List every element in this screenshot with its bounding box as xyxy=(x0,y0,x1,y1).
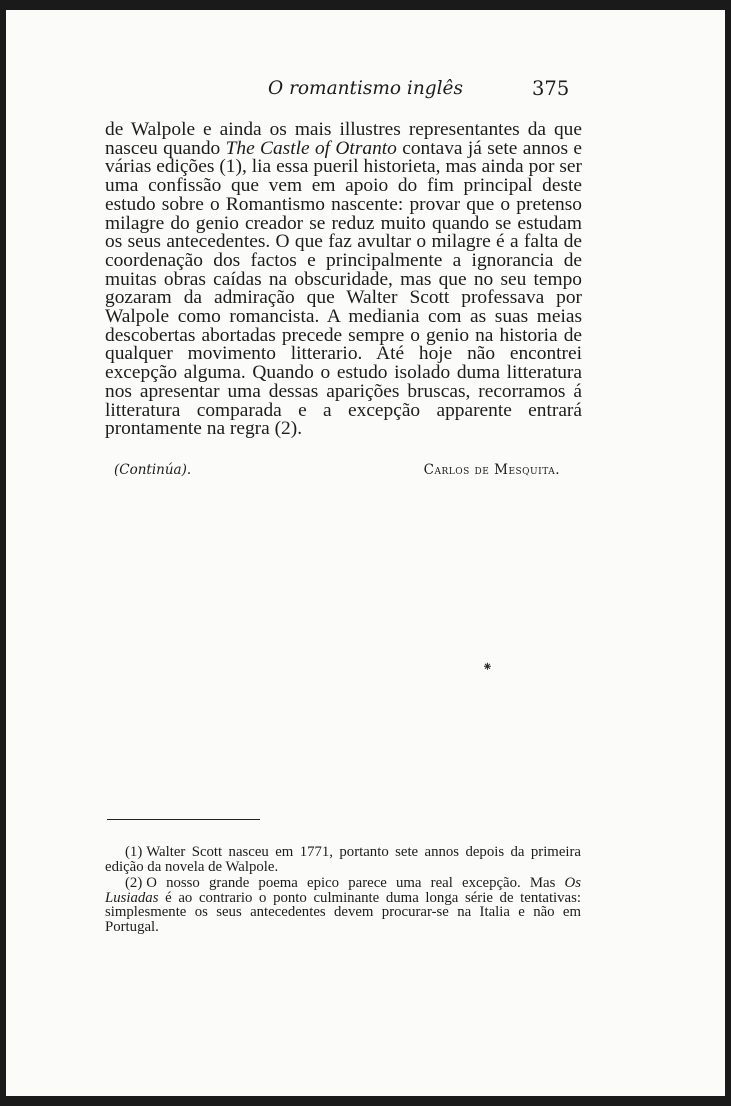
footnote-1 xyxy=(105,845,581,874)
footnote-divider xyxy=(107,819,260,820)
footnote-2-text-start: O nosso grande poema epico parece uma real excepção. Mas xyxy=(146,875,565,891)
book-page xyxy=(6,10,725,1096)
book-title-castle-of-otranto: The Castle of Otranto xyxy=(225,137,397,159)
body-paragraph xyxy=(105,121,582,439)
book-title-os-lusiadas: Os Lusiadas xyxy=(105,875,581,906)
footnote-2-text-rest: é ao contrario o ponto culminante duma longa série de tentativas: simplesmente os seus antecedentes devem procurar-se na Italia e não em Portugal. xyxy=(105,889,581,935)
footnote-1-text: Walter Scott nasceu em 1771, portanto sete annos depois da primeira edição da novela de Walpole. xyxy=(105,844,581,875)
author-name: Carlos de Mesquita. xyxy=(423,462,560,478)
continua-note: (Continúa). xyxy=(114,462,192,478)
footnote-1-mark: (1) xyxy=(125,844,143,860)
footnote-2-mark: (2) xyxy=(125,875,143,891)
page-number: 375 xyxy=(532,77,570,100)
body-text-start: de Walpole e ainda os mais illustres representantes da que nasceu quando xyxy=(105,119,582,159)
ink-speck-icon: ⁕ xyxy=(482,660,493,675)
footnotes xyxy=(105,845,581,936)
paragraph-text xyxy=(105,121,582,439)
body-text-rest: contava já sete annos e várias edições (1), lia essa pueril historieta, mas ainda por ser uma confissão que vem em apoio do fim principal deste estudo sobre o Romantismo nascente: provar que o pretenso milagre do genio creador se reduz muito quando se estudam os seus antecedentes. O que faz avultar o milagre é a falta de coordenação dos factos e principalmente a ignorancia de muitas obras caídas na obscuridade, mas que no seu tempo gozaram da admiração que Walter Scott professava por Walpole como romancista. A mediania com as suas meias descobertas abortadas precede sempre o genio na historia de qualquer movimento litterario. Até hoje não encontrei excepção alguma. Quando o estudo isolado duma litteratura nos apresentar uma dessas aparições bruscas, recorramos á litteratura comparada e a excepção apparente entrará prontamente na regra (2). xyxy=(105,137,582,440)
running-title: O romantismo inglês xyxy=(268,78,463,99)
footnote-2 xyxy=(105,876,581,934)
